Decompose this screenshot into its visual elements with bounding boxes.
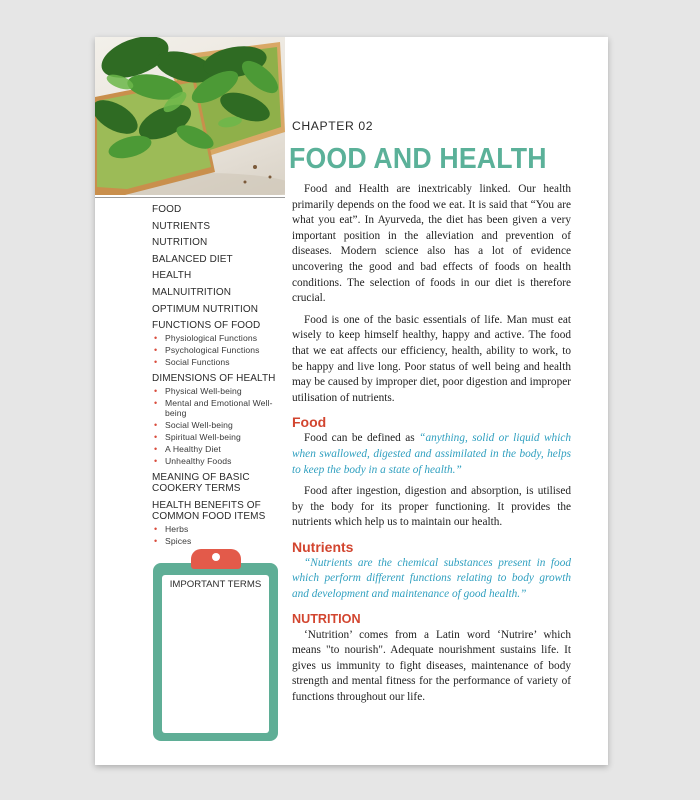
toc-item (152, 320, 285, 367)
toc-item (152, 237, 285, 248)
avocado-toast-photo (95, 37, 285, 195)
toc-subitem: • Spices (154, 536, 285, 546)
toc-item-label: HEALTH (152, 270, 192, 282)
toc-item (152, 254, 285, 265)
toc-item (152, 472, 285, 494)
toc-item (152, 500, 285, 546)
toc-list (95, 198, 285, 546)
toc-item-label: MALNUITRITION (152, 286, 232, 298)
toc-subitem: • Mental and Emotional Well-being (154, 398, 285, 418)
food-definition-quote: “anything, solid or liquid which when swallowed, digested and assimilated in the body, helps to keep the body in a state of health.” (292, 432, 571, 476)
toc-subitem: • Social Functions (154, 357, 285, 367)
toc-item (152, 270, 285, 281)
book-page (95, 37, 608, 765)
food-heading: Food (292, 414, 327, 431)
intro-paragraph-1: Food and Health are inextricably linked. Our health primarily depends on the food we eat. It is said that “You are what you eat”. In Ayurveda, the diet has been given a very important position in the alleviation and prevention of diseases. Modern science also has a lot of evidence uncovering the good and bad effects of foods on health conditions. The selection of foods in our diet is therefore crucial. (292, 183, 571, 305)
nutrition-body: ‘Nutrition’ comes from a Latin word ‘Nutrire’ which means "to nourish". Adequate nourishment sustains life. It gives us immunity to fight diseases, maintenance of body strength and mental fitness for the performance of variety of functions throughout our life. (292, 628, 571, 704)
toc-subitems (152, 524, 285, 546)
toc-subitem: • Psychological Functions (154, 345, 285, 355)
chapter-title: FOOD AND HEALTH (289, 143, 547, 175)
food-definition (292, 431, 571, 478)
toc-item-label: BALANCED DIET (152, 253, 233, 265)
toc-item-label: OPTIMUM NUTRITION (152, 303, 259, 315)
nutrients-heading: Nutrients (292, 538, 354, 555)
toc-item (152, 304, 285, 315)
nutrients-quote: “Nutrients are the chemical substances present in food which perform different functions relating to body growth and development and maintenance of good health.” (292, 556, 571, 601)
toc-subitem: • Herbs (154, 524, 285, 534)
toc-item-label: NUTRIENTS (152, 220, 211, 232)
important-terms-title: IMPORTANT TERMS (169, 579, 262, 590)
toc-item (152, 204, 285, 215)
toc-item (152, 373, 285, 466)
clipboard-icon (153, 549, 278, 741)
toc-item-label: DIMENSIONS OF HEALTH (152, 372, 276, 384)
chapter-contents (95, 197, 285, 551)
toc-subitems (152, 333, 285, 367)
clipboard-clip (191, 549, 241, 569)
intro-paragraph-2: Food is one of the basic essentials of life. Man must eat wisely to keep himself healthy, happy and active. The food that we eat affects our efficiency, health, ability to work, to be happy and live long. Poor status of well being and health may be caused by improper diet, poor digestion and improper utilisation of nutrients. (292, 313, 571, 404)
toc-subitem: • Unhealthy Foods (154, 456, 285, 466)
toc-subitems (152, 386, 285, 466)
toc-item (152, 287, 285, 298)
toc-subitem: • A Healthy Diet (154, 444, 285, 454)
toc-subitem: • Physiological Functions (154, 333, 285, 343)
clipboard-paper (162, 575, 269, 733)
toc-item-label: MEANING OF BASIC COOKERY TERMS (152, 471, 250, 494)
toc-item-label: FUNCTIONS OF FOOD (152, 320, 261, 332)
toc-item-label: HEALTH BENEFITS OF COMMON FOOD ITEMS (152, 499, 266, 522)
toc-subitem: • Spiritual Well-being (154, 432, 285, 442)
food-definition-prefix: Food can be defined as (304, 432, 420, 445)
main-content (289, 119, 571, 712)
toc-item-label: NUTRITION (152, 237, 208, 249)
nutrition-heading: NUTRITION (292, 611, 361, 626)
toc-subitem: • Social Well-being (154, 420, 285, 430)
toc-subitem: • Physical Well-being (154, 386, 285, 396)
toc-item (152, 221, 285, 232)
chapter-label: CHAPTER 02 (292, 119, 374, 133)
food-body: Food after ingestion, digestion and absorption, is utilised by the body for its proper functioning. It provides the nutrients which help us to maintain our health. (292, 485, 571, 529)
toc-item-label: FOOD (152, 204, 182, 215)
